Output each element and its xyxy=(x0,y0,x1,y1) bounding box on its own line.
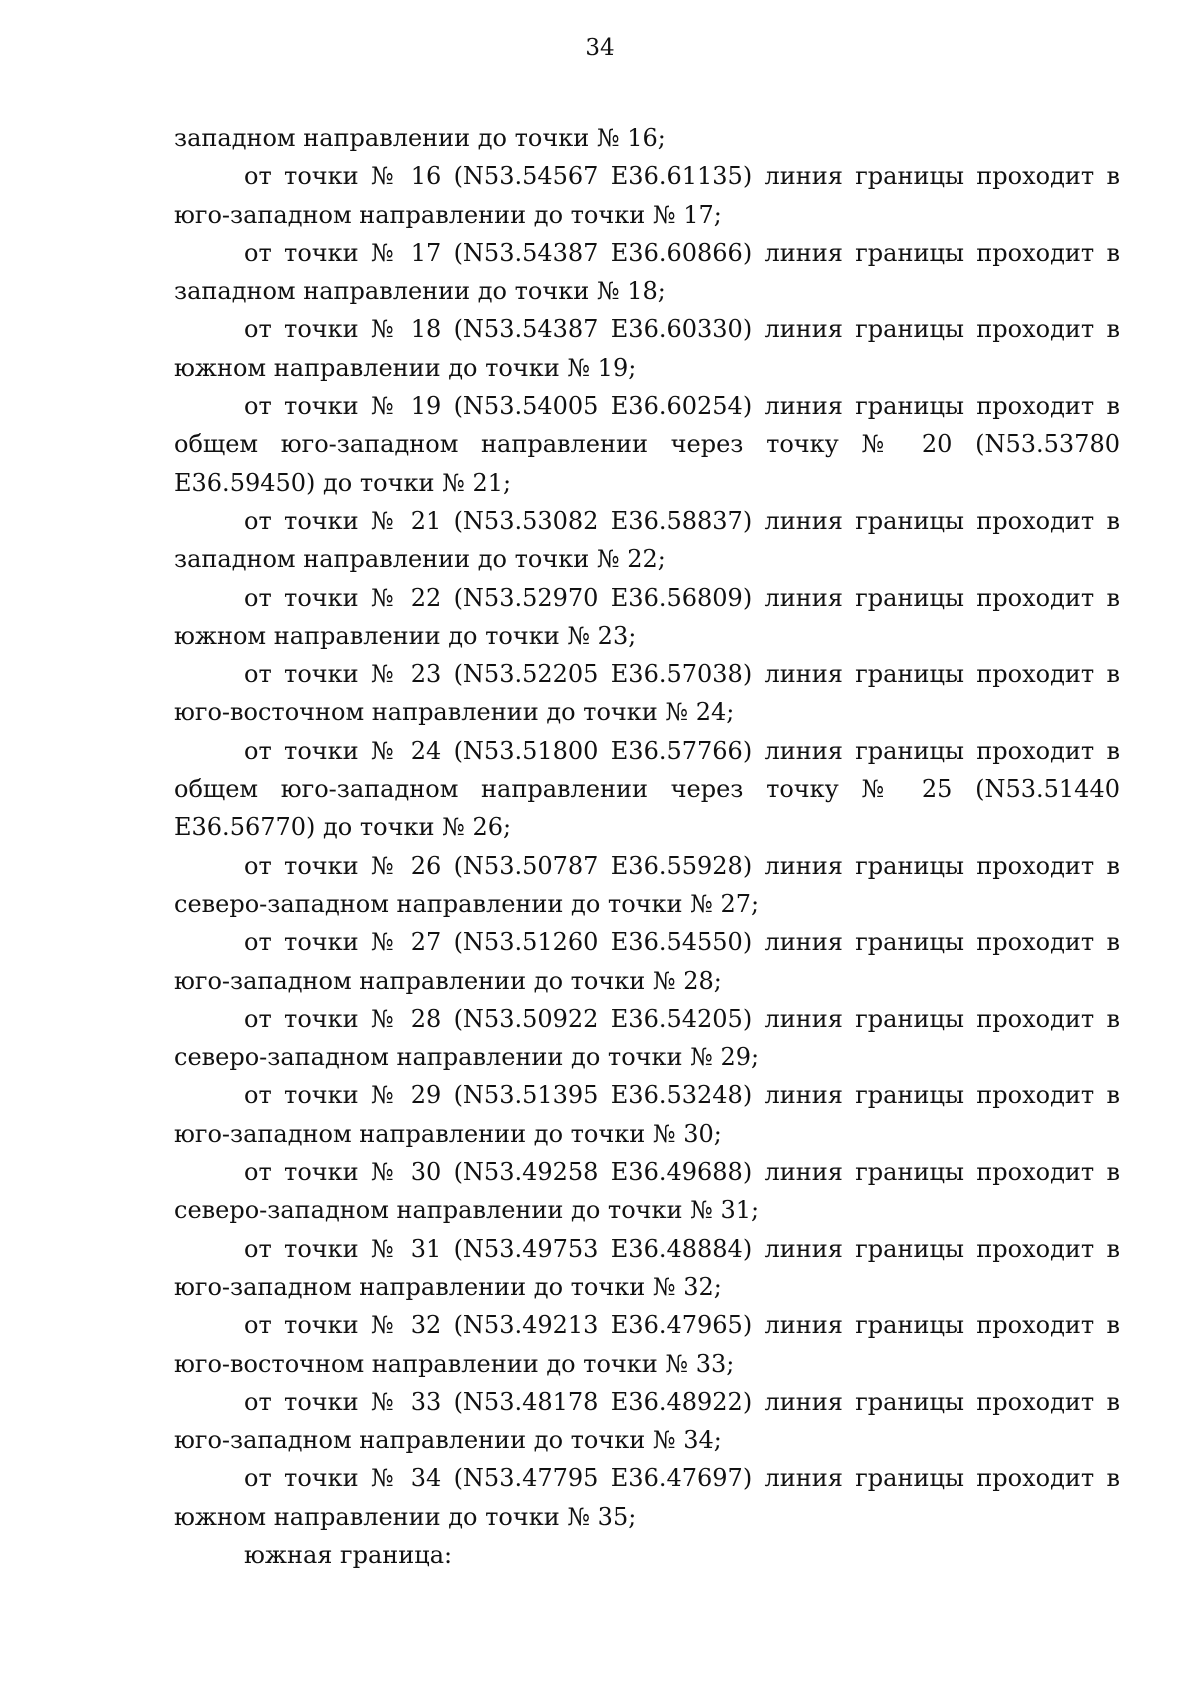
paragraph-point-26: от точки № 26 (N53.50787 E36.55928) линия границы проходит в северо-западном направлении до точки № 27; xyxy=(174,851,1120,918)
paragraph-point-28: от точки № 28 (N53.50922 E36.54205) линия границы проходит в северо-западном направлении до точки № 29; xyxy=(174,1004,1120,1072)
paragraph-point-24: от точки № 24 (N53.51800 E36.57766) линия границы проходит в общем юго-западном направлении через точку № 25 (N53.51440 E36.56770) до точки № 26; xyxy=(174,736,1120,842)
paragraph-point-23: от точки № 23 (N53.52205 E36.57038) линия границы проходит в юго-восточном направлении до точки № 24; xyxy=(174,660,1120,727)
paragraph-point-18: от точки № 18 (N53.54387 E36.60330) линия границы проходит в южном направлении до точки № 19; xyxy=(174,315,1120,382)
page-number: 34 xyxy=(585,35,615,61)
paragraph-point-19: от точки № 19 (N53.54005 E36.60254) линия границы проходит в общем юго-западном направлении через точку № 20 (N53.53780 E36.59450) до точки № 21; xyxy=(174,392,1120,497)
paragraph-point-16: от точки № 16 (N53.54567 E36.61135) линия границы проходит в юго-западном направлении до точки № 17; xyxy=(174,162,1120,229)
paragraph-point-27: от точки № 27 (N53.51260 E36.54550) линия границы проходит в юго-западном направлении до точки № 28; xyxy=(174,928,1120,995)
paragraph-point-33: от точки № 33 (N53.48178 E36.48922) линия границы проходит в юго-западном направлении до точки № 34; xyxy=(174,1387,1120,1455)
paragraph-point-30: от точки № 30 (N53.49258 E36.49688) линия границы проходит в северо-западном направлении до точки № 31; xyxy=(174,1158,1120,1225)
paragraph-point-32: от точки № 32 (N53.49213 E36.47965) линия границы проходит в юго-восточном направлении до точки № 33; xyxy=(174,1311,1120,1378)
paragraph-point-29: от точки № 29 (N53.51395 E36.53248) линия границы проходит в юго-западном направлении до точки № 30; xyxy=(174,1081,1120,1148)
document-body xyxy=(174,119,1120,1574)
paragraph-point-34: от точки № 34 (N53.47795 E36.47697) линия границы проходит в южном направлении до точки № 35; xyxy=(174,1464,1120,1531)
section-heading-south-border: южная граница: xyxy=(244,1540,453,1569)
paragraph-continuation: западном направлении до точки № 16; xyxy=(174,124,666,152)
paragraph-point-31: от точки № 31 (N53.49753 E36.48884) линия границы проходит в юго-западном направлении до точки № 32; xyxy=(174,1234,1120,1301)
paragraph-point-17: от точки № 17 (N53.54387 E36.60866) линия границы проходит в западном направлении до точки № 18; xyxy=(174,238,1120,306)
paragraph-point-21: от точки № 21 (N53.53082 E36.58837) линия границы проходит в западном направлении до точки № 22; xyxy=(174,506,1120,574)
paragraph-point-22: от точки № 22 (N53.52970 E36.56809) линия границы проходит в южном направлении до точки № 23; xyxy=(174,583,1120,650)
